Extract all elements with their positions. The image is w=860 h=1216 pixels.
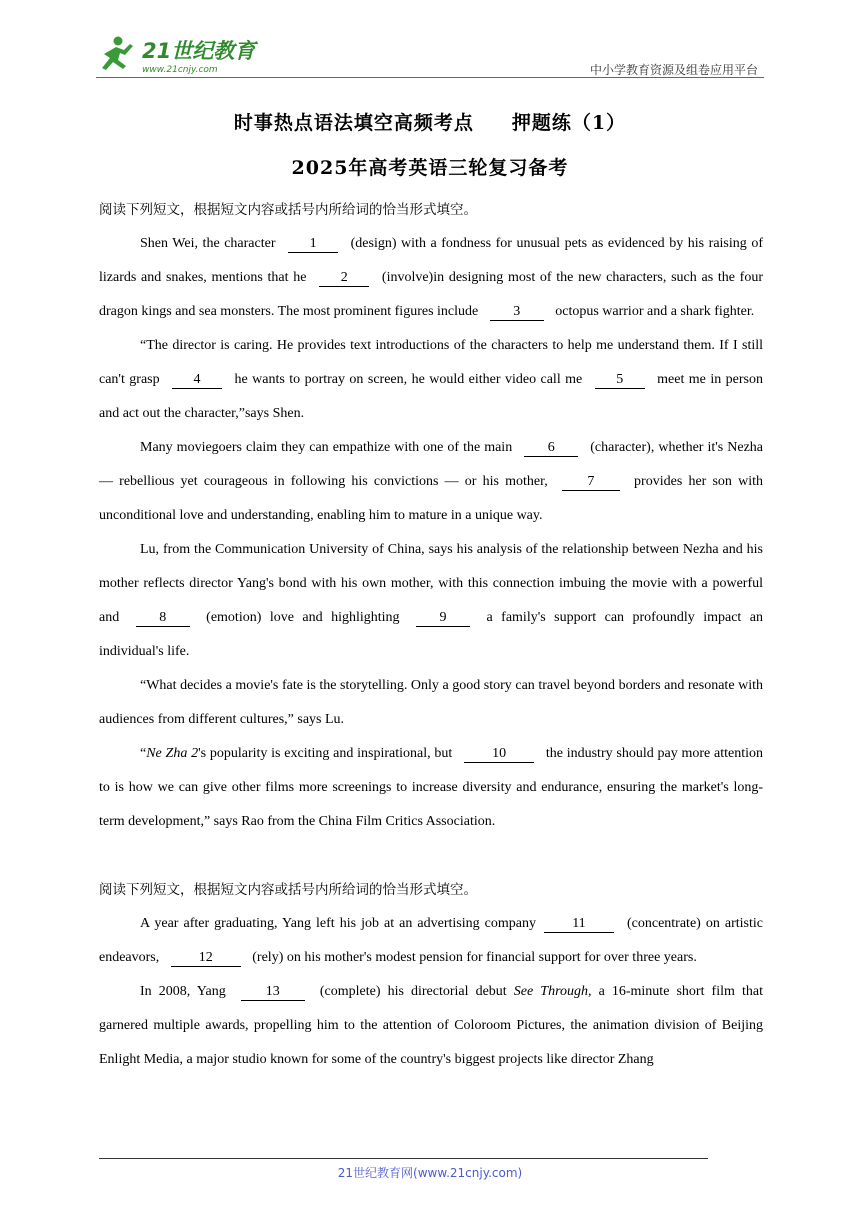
s1-paragraph-2: “The director is caring. He provides text introductions of the characters to help me understand them. If I still can't grasp 4 he wants to portray on screen, he would either video call me 5 meet me in person and act out the character,”says Shen. [99,338,763,421]
svg-text:www.21cnjy.com: www.21cnjy.com [142,65,218,75]
footer-text: 21世纪教育网(www.21cnjy.com) [337,1166,523,1180]
s1-paragraph-3: Many moviegoers claim they can empathize with one of the main 6 (character), whether it's Nezha — rebellious yet courageous in following his convictions — or his mother, 7 provides her son with unconditional love and understanding, enabling him to mature in a unique way. [99,440,763,523]
passage-content [99,193,763,1077]
page-header [96,34,764,80]
blank-4: 4 [172,371,222,389]
s1-paragraph-1: Shen Wei, the character 1 (design) with a fondness for unusual pets as evidenced by his raising of lizards and snakes, mentions that he 2 (involve)in designing most of the new characters, such as the four dragon kings and sea monsters. The most prominent figures include 3 octopus warrior and a shark fighter. [99,236,763,319]
s2-paragraph-2: In 2008, Yang 13 (complete) his directorial debut See Through, a 16-minute short film that garnered multiple awards, propelling him to the attention of Coloroom Pictures, the animation division of Beijing Enlight Media, a major studio known for some of the country's biggest projects like director Zhang [99,984,763,1067]
blank-5: 5 [595,371,645,389]
blank-3: 3 [490,303,544,321]
svg-text:21世纪教育: 21世纪教育 [142,39,256,63]
footer-divider [99,1158,708,1159]
blank-9: 9 [416,609,470,627]
blank-8: 8 [136,609,190,627]
s1-paragraph-4: Lu, from the Communication University of China, says his analysis of the relationship between Nezha and his mother reflects director Yang's bond with his own mother, with this connection imbuing the movie with a powerful and 8 (emotion) love and highlighting 9 a family's support can profoundly impact an individual's life. [99,542,763,659]
title-main: 时事热点语法填空高频考点 [233,112,474,134]
page-subtitle: 2025年高考英语三轮复习备考 [291,157,569,179]
section2-instruction: 阅读下列短文，根据短文内容或括号内所给词的恰当形式填空。 [99,882,477,898]
header-divider [96,77,764,78]
s1-paragraph-6: “Ne Zha 2's popularity is exciting and inspirational, but 10 the industry should pay more attention to is how we can give other films more screenings to increase diversity and endurance, ensuring the market's long-term development,” says Rao from the China Film Critics Association. [99,746,763,829]
blank-2: 2 [319,269,369,287]
s2-paragraph-1: A year after graduating, Yang left his job at an advertising company 11 (concentrate) on artistic endeavors, 12 (rely) on his mother's modest pension for financial support for over three years. [99,916,763,965]
blank-6: 6 [524,439,578,457]
section1-instruction: 阅读下列短文，根据短文内容或括号内所给词的恰当形式填空。 [99,202,477,218]
blank-13: 13 [241,983,305,1001]
blank-11: 11 [544,915,614,933]
blank-1: 1 [288,235,338,253]
blank-12: 12 [171,949,241,967]
s1-paragraph-5: “What decides a movie's fate is the storytelling. Only a good story can travel beyond borders and resonate with audiences from different cultures,” says Lu. [99,678,763,727]
logo-21cnjy [96,34,266,76]
page-title [0,108,860,135]
title-practice: 押题练（1） [511,112,627,134]
platform-label: 中小学教育资源及组卷应用平台 [589,63,758,77]
blank-10: 10 [464,745,534,763]
blank-7: 7 [562,473,620,491]
